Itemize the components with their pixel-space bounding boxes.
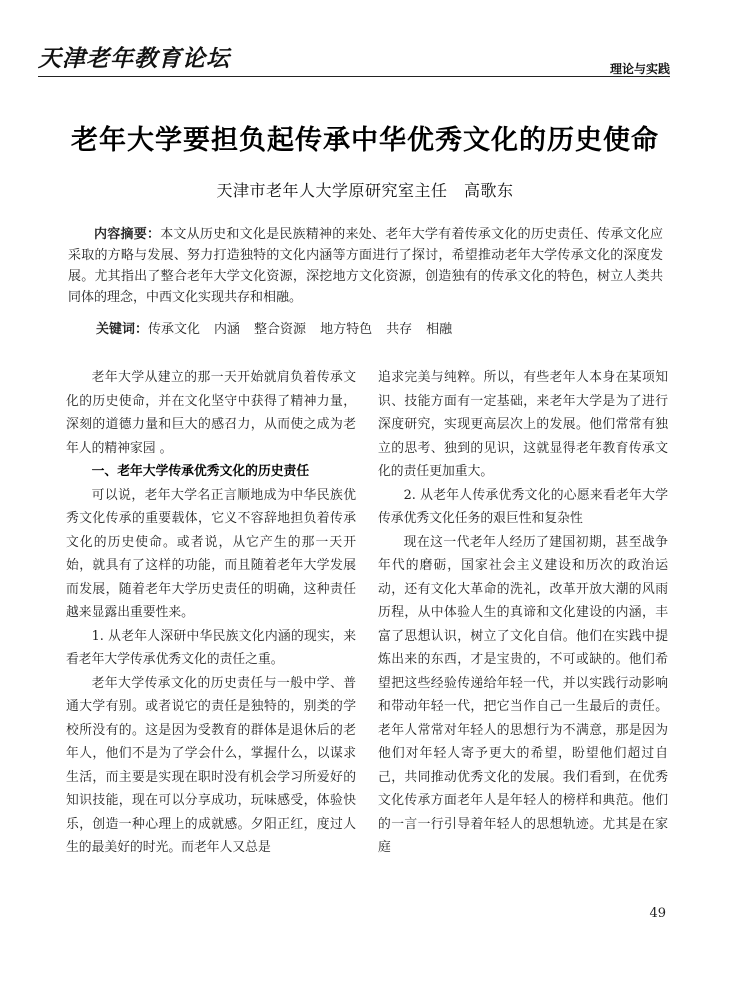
author-byline: 天津市老年人大学原研究室主任 高歌东 — [216, 181, 514, 200]
keywords-label: 关键词： — [96, 322, 149, 337]
article-title: 老年大学要担负起传承中华优秀文化的历史使命 — [71, 125, 659, 156]
subsection-heading: 2. 从老年人传承优秀文化的心愿来看老年大学传承优秀文化任务的艰巨性和复杂性 — [378, 487, 668, 526]
body-paragraph: 可以说，老年大学名正言顺地成为中华民族优秀文化传承的重要载体，它义不容辞地担负着传承文化的历史使命。或者说，从它产生的那一天开始，就具有了这样的功能，而且随着老年大学发展而发展，随着老年大学历史责任的明确，这种责任越来显露出重要性来。 — [66, 487, 356, 620]
abstract-label: 内容摘要： — [94, 227, 161, 242]
body-column-left — [66, 366, 356, 860]
keywords — [96, 318, 466, 337]
subsection-heading: 1. 从老年人深研中华民族文化内涵的现实，来看老年大学传承优秀文化的责任之重。 — [66, 628, 356, 667]
section-heading: 一、老年大学传承优秀文化的历史责任 — [91, 464, 310, 479]
keywords-list — [148, 322, 466, 337]
journal-masthead: 天津老年教育论坛 — [38, 45, 230, 72]
body-column-right — [378, 366, 668, 860]
section-label: 理论与实践 — [609, 62, 670, 76]
keyword: 整合资源 — [254, 322, 307, 337]
page-number: 49 — [649, 906, 666, 921]
keyword: 地方特色 — [320, 322, 373, 337]
body-paragraph: 现在这一代老年人经历了建国初期，甚至战争年代的磨砺，国家社会主义建设和历次的政治运动，还有文化大革命的洗礼，改革开放大潮的风雨历程，从中体验人生的真谛和文化建设的内涵，丰富了思想认识，树立了文化自信。他们在实践中提炼出来的东西，才是宝贵的，不可或缺的。他们希望把这些经验传递给年轻一代，并以实践行动影响和带动年轻一代，把它当作自己一生最后的责任。老年人常常对年轻人的思想行为不满意，那是因为他们对年轻人寄予更大的希望，盼望他们超过自己，共同推动优秀文化的发展。我们看到，在优秀文化传承方面老年人是年轻人的榜样和典范。他们的一言一行引导着年轻人的思想轨迹。尤其是在家庭 — [378, 534, 668, 855]
body-paragraph: 老年大学从建立的那一天开始就肩负着传承文化的历史使命，并在文化坚守中获得了精神力量，深刻的道德力量和巨大的感召力，从而使之成为老年人的精神家园 。 — [66, 370, 356, 456]
keyword: 相融 — [426, 322, 453, 337]
body-paragraph: 老年大学传承文化的历史责任与一般中学、普通大学有别。或者说它的责任是独特的，别类的学校所没有的。这是因为受教育的群体是退休后的老年人，他们不是为了学会什么，掌握什么，以谋求生活，而主要是实现在职时没有机会学习所爱好的知识技能，现在可以分享成功，玩味感受，体验快乐，创造一种心理上的成就感。夕阳正红，度过人生的最美好的时光。而老年人又总是 — [66, 675, 356, 855]
body-paragraph-continued: 追求完美与纯粹。所以，有些老年人本身在某项知识、技能方面有一定基础，来老年大学是为了进行深度研究，实现更高层次上的发展。他们常常有独立的思考、独到的见识，这就显得老年教育传承文化的责任更加重大。 — [378, 370, 668, 479]
keyword: 传承文化 — [148, 322, 201, 337]
keyword: 共存 — [386, 322, 413, 337]
keyword: 内涵 — [214, 322, 241, 337]
abstract — [68, 224, 663, 308]
abstract-text: 本文从历史和文化是民族精神的来处、老年大学有着传承文化的历史责任、传承文化应采取的方略与发展、努力打造独特的文化内涵等方面进行了探讨，希望推动老年大学传承文化的深度发展。尤其指出了整合老年大学文化资源，深挖地方文化资源，创造独有的传承文化的特色，树立人类共同体的理念，中西文化实现共存和相融。 — [68, 227, 663, 305]
page-header — [38, 40, 670, 80]
header-rule — [38, 76, 670, 77]
